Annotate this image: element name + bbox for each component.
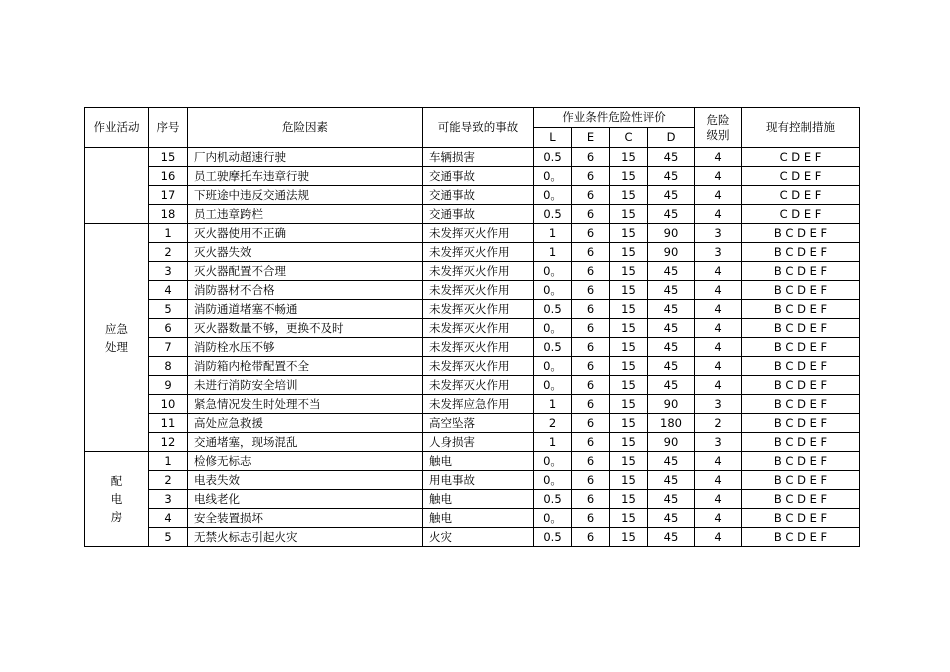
- L-cell: 0。: [534, 167, 572, 186]
- D-cell: 45: [648, 357, 695, 376]
- control-cell: C D E F: [742, 186, 860, 205]
- hazard-cell: 灭火器失效: [188, 243, 423, 262]
- C-cell: 15: [610, 452, 648, 471]
- D-cell: 45: [648, 167, 695, 186]
- accident-cell: 未发挥灭火作用: [423, 376, 534, 395]
- D-cell: 45: [648, 300, 695, 319]
- control-cell: C D E F: [742, 167, 860, 186]
- hazard-cell: 消防通道堵塞不畅通: [188, 300, 423, 319]
- C-cell: 15: [610, 395, 648, 414]
- accident-cell: 车辆损害: [423, 148, 534, 167]
- L-cell: 0.5: [534, 300, 572, 319]
- L-cell: 0。: [534, 262, 572, 281]
- seq-cell: 4: [149, 281, 188, 300]
- level-cell: 4: [695, 471, 742, 490]
- E-cell: 6: [572, 186, 610, 205]
- D-cell: 90: [648, 395, 695, 414]
- control-cell: B C D E F: [742, 300, 860, 319]
- L-cell: 0.5: [534, 205, 572, 224]
- E-cell: 6: [572, 433, 610, 452]
- header-evaluation: 作业条件危险性评价: [534, 108, 695, 128]
- risk-assessment-table: [84, 107, 860, 547]
- accident-cell: 交通事故: [423, 186, 534, 205]
- seq-cell: 18: [149, 205, 188, 224]
- D-cell: 180: [648, 414, 695, 433]
- D-cell: 45: [648, 338, 695, 357]
- seq-cell: 3: [149, 262, 188, 281]
- control-cell: B C D E F: [742, 395, 860, 414]
- C-cell: 15: [610, 376, 648, 395]
- C-cell: 15: [610, 414, 648, 433]
- control-cell: B C D E F: [742, 319, 860, 338]
- accident-cell: 人身损害: [423, 433, 534, 452]
- L-cell: 0.5: [534, 490, 572, 509]
- accident-cell: 未发挥灭火作用: [423, 338, 534, 357]
- level-cell: 4: [695, 281, 742, 300]
- hazard-cell: 检修无标志: [188, 452, 423, 471]
- accident-cell: 用电事故: [423, 471, 534, 490]
- hazard-cell: 消防器材不合格: [188, 281, 423, 300]
- control-cell: B C D E F: [742, 357, 860, 376]
- E-cell: 6: [572, 376, 610, 395]
- level-cell: 2: [695, 414, 742, 433]
- L-cell: 0.5: [534, 148, 572, 167]
- control-cell: B C D E F: [742, 224, 860, 243]
- table-row: [85, 338, 860, 357]
- seq-cell: 6: [149, 319, 188, 338]
- table-row: [85, 262, 860, 281]
- hazard-cell: 无禁火标志引起火灾: [188, 528, 423, 547]
- E-cell: 6: [572, 414, 610, 433]
- header-E: E: [572, 128, 610, 148]
- L-cell: 0。: [534, 186, 572, 205]
- accident-cell: 未发挥灭火作用: [423, 300, 534, 319]
- C-cell: 15: [610, 205, 648, 224]
- control-cell: B C D E F: [742, 433, 860, 452]
- D-cell: 45: [648, 509, 695, 528]
- seq-cell: 10: [149, 395, 188, 414]
- L-cell: 0。: [534, 509, 572, 528]
- seq-cell: 3: [149, 490, 188, 509]
- level-cell: 4: [695, 186, 742, 205]
- E-cell: 6: [572, 338, 610, 357]
- level-cell: 4: [695, 167, 742, 186]
- C-cell: 15: [610, 243, 648, 262]
- hazard-cell: 安全装置损坏: [188, 509, 423, 528]
- accident-cell: 触电: [423, 452, 534, 471]
- L-cell: 0。: [534, 471, 572, 490]
- header-hazard: 危险因素: [188, 108, 423, 148]
- table-row: [85, 528, 860, 547]
- hazard-cell: 高处应急救援: [188, 414, 423, 433]
- E-cell: 6: [572, 357, 610, 376]
- L-cell: 0。: [534, 452, 572, 471]
- header-level-line2: 级别: [706, 127, 730, 142]
- E-cell: 6: [572, 281, 610, 300]
- table-header: [85, 108, 860, 148]
- control-cell: B C D E F: [742, 262, 860, 281]
- E-cell: 6: [572, 490, 610, 509]
- E-cell: 6: [572, 167, 610, 186]
- C-cell: 15: [610, 319, 648, 338]
- D-cell: 45: [648, 528, 695, 547]
- hazard-cell: 厂内机动超速行驶: [188, 148, 423, 167]
- table-row: [85, 452, 860, 471]
- hazard-cell: 未进行消防安全培训: [188, 376, 423, 395]
- table-row: [85, 224, 860, 243]
- table-body: [85, 148, 860, 547]
- level-cell: 4: [695, 338, 742, 357]
- control-cell: B C D E F: [742, 414, 860, 433]
- table-row: [85, 300, 860, 319]
- L-cell: 1: [534, 224, 572, 243]
- L-cell: 0.5: [534, 528, 572, 547]
- accident-cell: 火灾: [423, 528, 534, 547]
- L-cell: 2: [534, 414, 572, 433]
- hazard-cell: 员工违章跨栏: [188, 205, 423, 224]
- E-cell: 6: [572, 148, 610, 167]
- table-row: [85, 148, 860, 167]
- seq-cell: 4: [149, 509, 188, 528]
- D-cell: 45: [648, 281, 695, 300]
- control-cell: C D E F: [742, 148, 860, 167]
- D-cell: 45: [648, 490, 695, 509]
- level-cell: 3: [695, 224, 742, 243]
- control-cell: B C D E F: [742, 528, 860, 547]
- L-cell: 0。: [534, 319, 572, 338]
- D-cell: 45: [648, 262, 695, 281]
- hazard-cell: 员工驶摩托车违章行驶: [188, 167, 423, 186]
- activity-label: 处理: [105, 339, 128, 354]
- hazard-cell: 紧急情况发生时处理不当: [188, 395, 423, 414]
- accident-cell: 未发挥灭火作用: [423, 357, 534, 376]
- L-cell: 1: [534, 243, 572, 262]
- E-cell: 6: [572, 319, 610, 338]
- table-row: [85, 357, 860, 376]
- activity-label: 电: [110, 492, 123, 506]
- level-cell: 3: [695, 243, 742, 262]
- E-cell: 6: [572, 243, 610, 262]
- seq-cell: 15: [149, 148, 188, 167]
- hazard-cell: 灭火器配置不合理: [188, 262, 423, 281]
- hazard-cell: 灭火器数量不够，更换不及时: [188, 319, 423, 338]
- header-L: L: [534, 128, 572, 148]
- seq-cell: 8: [149, 357, 188, 376]
- control-cell: B C D E F: [742, 281, 860, 300]
- table-row: [85, 395, 860, 414]
- accident-cell: 未发挥应急作用: [423, 395, 534, 414]
- E-cell: 6: [572, 205, 610, 224]
- L-cell: 0.5: [534, 338, 572, 357]
- seq-cell: 9: [149, 376, 188, 395]
- control-cell: B C D E F: [742, 471, 860, 490]
- E-cell: 6: [572, 395, 610, 414]
- C-cell: 15: [610, 357, 648, 376]
- control-cell: B C D E F: [742, 509, 860, 528]
- activity-cell: [85, 148, 149, 224]
- L-cell: 0。: [534, 357, 572, 376]
- C-cell: 15: [610, 224, 648, 243]
- hazard-cell: 电表失效: [188, 471, 423, 490]
- accident-cell: 未发挥灭火作用: [423, 319, 534, 338]
- control-cell: C D E F: [742, 205, 860, 224]
- accident-cell: 交通事故: [423, 167, 534, 186]
- table-row: [85, 471, 860, 490]
- table-row: [85, 186, 860, 205]
- accident-cell: 未发挥灭火作用: [423, 281, 534, 300]
- table-row: [85, 490, 860, 509]
- C-cell: 15: [610, 509, 648, 528]
- control-cell: B C D E F: [742, 243, 860, 262]
- seq-cell: 11: [149, 414, 188, 433]
- D-cell: 45: [648, 471, 695, 490]
- seq-cell: 5: [149, 300, 188, 319]
- hazard-cell: 灭火器使用不正确: [188, 224, 423, 243]
- C-cell: 15: [610, 186, 648, 205]
- level-cell: 4: [695, 452, 742, 471]
- accident-cell: 未发挥灭火作用: [423, 243, 534, 262]
- level-cell: 4: [695, 357, 742, 376]
- header-D: D: [648, 128, 695, 148]
- D-cell: 45: [648, 319, 695, 338]
- accident-cell: 触电: [423, 509, 534, 528]
- seq-cell: 7: [149, 338, 188, 357]
- header-accident: 可能导致的事故: [423, 108, 534, 148]
- table-row: [85, 433, 860, 452]
- table-row: [85, 376, 860, 395]
- C-cell: 15: [610, 148, 648, 167]
- level-cell: 4: [695, 490, 742, 509]
- level-cell: 4: [695, 319, 742, 338]
- activity-label: 应急: [105, 321, 128, 336]
- E-cell: 6: [572, 300, 610, 319]
- activity-cell: [85, 224, 149, 452]
- seq-cell: 1: [149, 452, 188, 471]
- C-cell: 15: [610, 528, 648, 547]
- table-row: [85, 205, 860, 224]
- E-cell: 6: [572, 452, 610, 471]
- control-cell: B C D E F: [742, 452, 860, 471]
- control-cell: B C D E F: [742, 376, 860, 395]
- accident-cell: 未发挥灭火作用: [423, 224, 534, 243]
- L-cell: 1: [534, 433, 572, 452]
- hazard-cell: 消防栓水压不够: [188, 338, 423, 357]
- accident-cell: 交通事故: [423, 205, 534, 224]
- level-cell: 4: [695, 205, 742, 224]
- C-cell: 15: [610, 471, 648, 490]
- accident-cell: 触电: [423, 490, 534, 509]
- E-cell: 6: [572, 224, 610, 243]
- C-cell: 15: [610, 281, 648, 300]
- accident-cell: 未发挥灭火作用: [423, 262, 534, 281]
- E-cell: 6: [572, 471, 610, 490]
- activity-cell: [85, 452, 149, 547]
- seq-cell: 17: [149, 186, 188, 205]
- level-cell: 3: [695, 433, 742, 452]
- D-cell: 45: [648, 148, 695, 167]
- level-cell: 4: [695, 300, 742, 319]
- hazard-cell: 下班途中违反交通法规: [188, 186, 423, 205]
- E-cell: 6: [572, 509, 610, 528]
- level-cell: 4: [695, 376, 742, 395]
- level-cell: 4: [695, 509, 742, 528]
- hazard-cell: 交通堵塞，现场混乱: [188, 433, 423, 452]
- E-cell: 6: [572, 528, 610, 547]
- L-cell: 0。: [534, 281, 572, 300]
- E-cell: 6: [572, 262, 610, 281]
- activity-label: 配: [110, 474, 123, 488]
- activity-label: 房: [110, 510, 123, 524]
- seq-cell: 5: [149, 528, 188, 547]
- table-row: [85, 509, 860, 528]
- D-cell: 90: [648, 433, 695, 452]
- level-cell: 4: [695, 262, 742, 281]
- table-row: [85, 414, 860, 433]
- header-C: C: [610, 128, 648, 148]
- seq-cell: 12: [149, 433, 188, 452]
- C-cell: 15: [610, 300, 648, 319]
- hazard-cell: 消防箱内枪带配置不全: [188, 357, 423, 376]
- header-level-line1: 危险: [706, 112, 730, 127]
- D-cell: 45: [648, 452, 695, 471]
- D-cell: 45: [648, 376, 695, 395]
- level-cell: 3: [695, 395, 742, 414]
- seq-cell: 2: [149, 243, 188, 262]
- table-row: [85, 281, 860, 300]
- L-cell: 0。: [534, 376, 572, 395]
- table-row: [85, 319, 860, 338]
- accident-cell: 高空坠落: [423, 414, 534, 433]
- control-cell: B C D E F: [742, 490, 860, 509]
- header-seq: 序号: [149, 108, 188, 148]
- level-cell: 4: [695, 148, 742, 167]
- D-cell: 90: [648, 224, 695, 243]
- D-cell: 90: [648, 243, 695, 262]
- C-cell: 15: [610, 490, 648, 509]
- table-row: [85, 167, 860, 186]
- C-cell: 15: [610, 167, 648, 186]
- level-cell: 4: [695, 528, 742, 547]
- header-control: 现有控制措施: [742, 108, 860, 148]
- C-cell: 15: [610, 433, 648, 452]
- hazard-cell: 电线老化: [188, 490, 423, 509]
- header-activity: 作业活动: [85, 108, 149, 148]
- seq-cell: 2: [149, 471, 188, 490]
- seq-cell: 1: [149, 224, 188, 243]
- header-level: [695, 108, 742, 148]
- C-cell: 15: [610, 262, 648, 281]
- L-cell: 1: [534, 395, 572, 414]
- D-cell: 45: [648, 205, 695, 224]
- seq-cell: 16: [149, 167, 188, 186]
- D-cell: 45: [648, 186, 695, 205]
- table-row: [85, 243, 860, 262]
- control-cell: B C D E F: [742, 338, 860, 357]
- C-cell: 15: [610, 338, 648, 357]
